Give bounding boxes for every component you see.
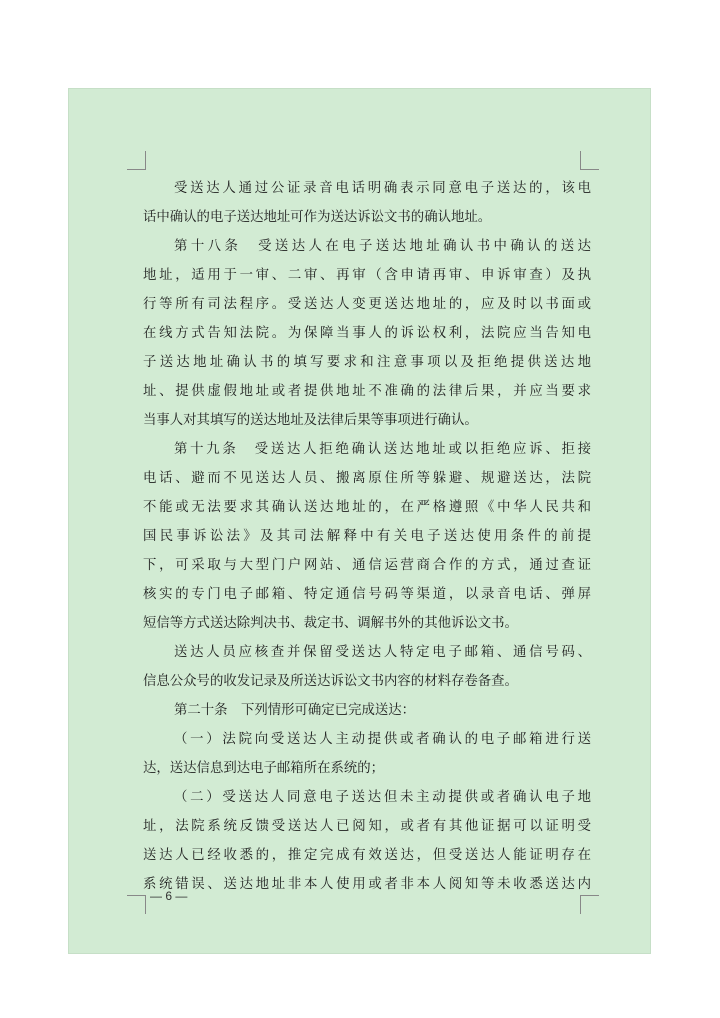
text-line: 不能或无法要求其确认送达地址的，在严格遵照《中华人民共和	[143, 500, 591, 515]
text-line: 送达人员应核查并保留受送达人特定电子邮箱、通信号码、	[174, 645, 591, 660]
text-line: 址、提供虚假地址或者提供地址不准确的法律后果，并应当要求	[143, 384, 591, 399]
text-line: 短信等方式送达除判决书、裁定书、调解书外的其他诉讼文书。	[143, 616, 518, 631]
text-line: 送达人已经收悉的，推定完成有效送达，但受送达人能证明存在	[143, 848, 591, 863]
text-line: 国民事诉讼法》及其司法解释中有关电子送达使用条件的前提	[143, 529, 591, 544]
text-line: 达，送达信息到达电子邮箱所在系统的；	[143, 761, 385, 776]
text-line: 下，可采取与大型门户网站、通信运营商合作的方式，通过查证	[143, 558, 591, 573]
article-18-heading-line: 第十八条 受送达人在电子送达地址确认书中确认的送达	[174, 239, 591, 254]
article-20-heading-line: 第二十条 下列情形可确定已完成送达：	[174, 703, 416, 718]
text-line: 行等所有司法程序。受送达人变更送达地址的，应及时以书面或	[143, 297, 591, 312]
page-number: — 6 —	[150, 889, 188, 903]
crop-mark-top-right	[580, 151, 599, 170]
list-item-line: （二）受送达人同意电子送达但未主动提供或者确认电子地	[174, 790, 591, 805]
article-19-heading-line: 第十九条 受送达人拒绝确认送达地址或以拒绝应诉、拒接	[174, 442, 591, 457]
text-line: 当事人对其填写的送达地址及法律后果等事项进行确认。	[143, 413, 478, 428]
text-line: 址，法院系统反馈受送达人已阅知，或者有其他证据可以证明受	[143, 819, 591, 834]
text-line: 信息公众号的收发记录及所送达诉讼文书内容的材料存卷备查。	[143, 674, 518, 689]
document-body	[143, 174, 591, 899]
list-item-line: （一）法院向受送达人主动提供或者确认的电子邮箱进行送	[174, 732, 591, 747]
text-line: 在线方式告知法院。为保障当事人的诉讼权利，法院应当告知电	[143, 326, 591, 341]
text-line: 核实的专门电子邮箱、特定通信号码等渠道，以录音电话、弹屏	[143, 587, 591, 602]
crop-mark-top-left	[127, 151, 146, 170]
text-line: 话中确认的电子送达地址可作为送达诉讼文书的确认地址。	[143, 210, 492, 225]
text-line: 电话、避而不见送达人员、搬离原住所等躲避、规避送达，法院	[143, 471, 591, 486]
text-line: 受送达人通过公证录音电话明确表示同意电子送达的，该电	[174, 181, 591, 196]
text-line: 系统错误、送达地址非本人使用或者非本人阅知等未收悉送达内	[143, 877, 591, 892]
text-line: 子送达地址确认书的填写要求和注意事项以及拒绝提供送达地	[143, 355, 591, 370]
text-line: 地址，适用于一审、二审、再审（含申请再审、申诉审查）及执	[143, 268, 591, 283]
